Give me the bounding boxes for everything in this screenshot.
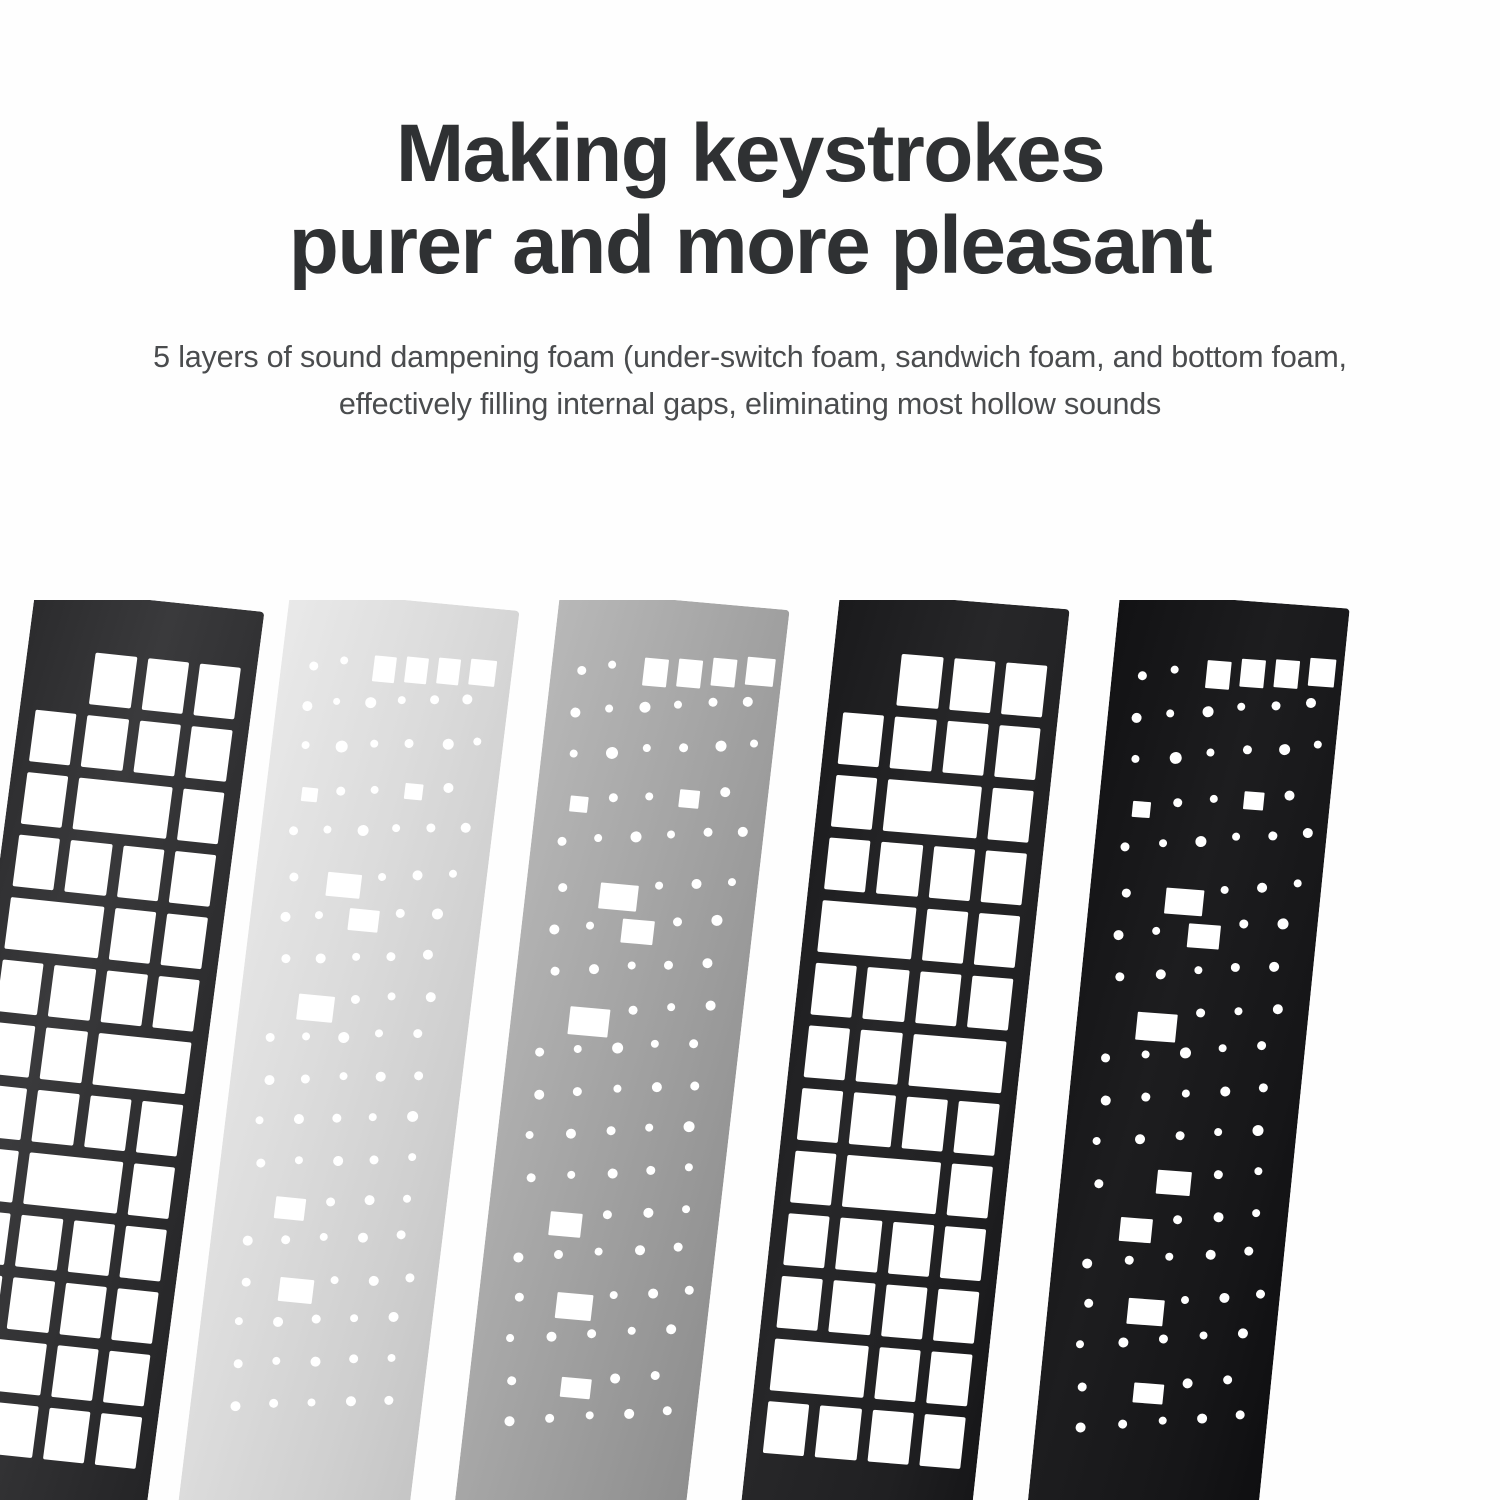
plate-4 [737,600,1070,1500]
plate-5-body [1023,600,1349,1500]
plate-stack-illustration [0,600,1500,1500]
plate-4-cutouts [737,600,1070,1500]
plate-5 [1023,600,1349,1500]
subtitle-line-1: 5 layers of sound dampening foam (under-switch foam, sandwich foam, and bottom foam, [153,339,1347,374]
plate-5-perforations [1023,600,1349,1500]
headline-line-2: purer and more pleasant [288,199,1212,291]
subtitle-line-2: effectively filling internal gaps, eliminating most hollow sounds [338,386,1162,421]
copy-block [0,0,1500,428]
headline-line-1: Making keystrokes [395,108,1105,199]
page-title [120,108,1380,292]
page-subtitle [130,334,1370,429]
plate-4-body [737,600,1070,1500]
